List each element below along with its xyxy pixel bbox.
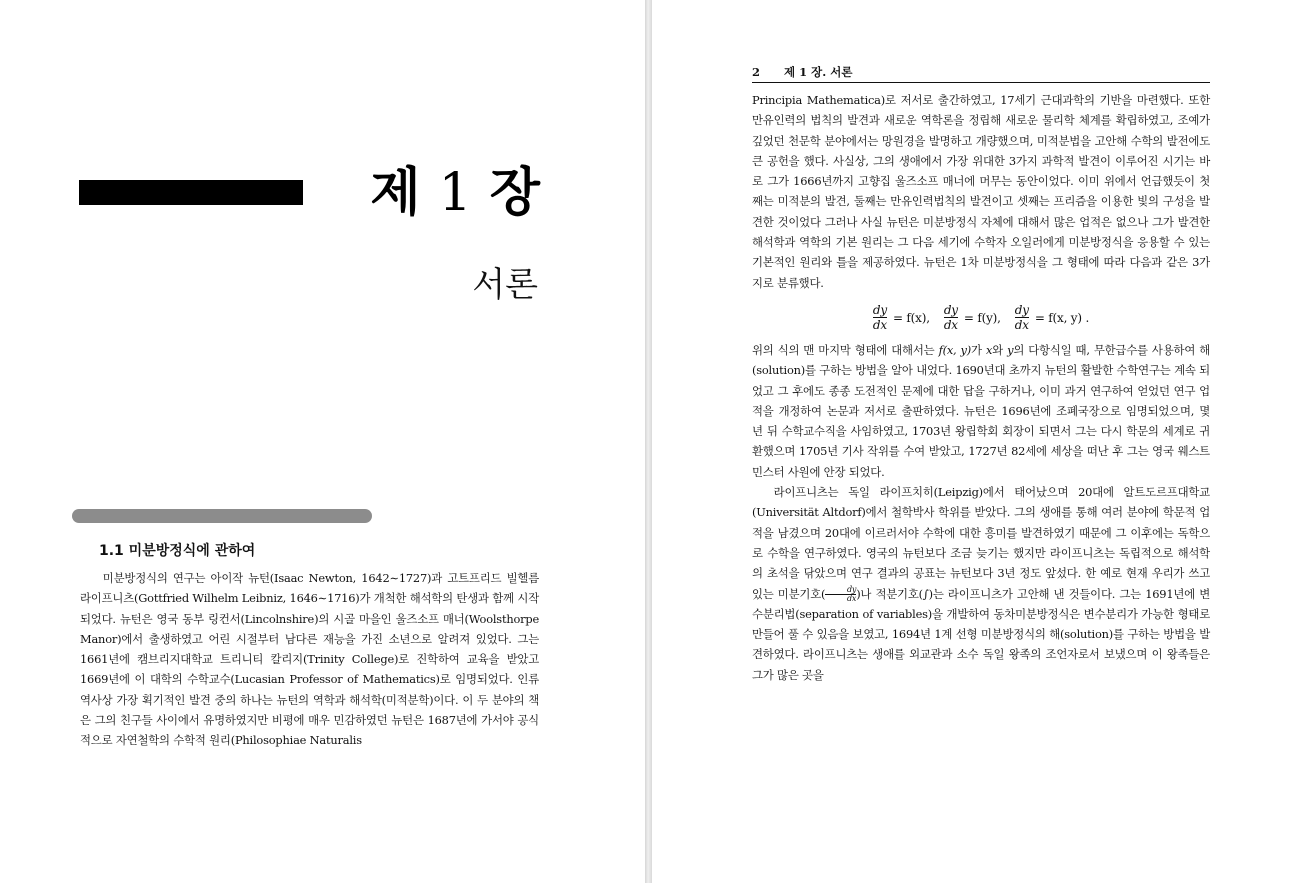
page-number: 2 (752, 65, 761, 79)
chapter-word: 장 (489, 163, 540, 223)
denominator: dx (943, 318, 958, 333)
inline-derivative: $\frac{dy}{dx}$ (825, 586, 856, 603)
derivative-fraction (873, 303, 887, 332)
chapter-decoration-bar (79, 180, 303, 205)
chapter-number: 1 (438, 163, 472, 223)
math-y: y (1007, 342, 1014, 357)
equation-term (873, 303, 930, 332)
chapter-heading (310, 162, 540, 224)
section-title: 1.1 미분방정식에 관하여 (99, 543, 256, 559)
paragraph: 위의 식의 맨 마지막 형태에 대해서는 f(x, y)가 x와 y의 다항식일 때, 무한급수를 사용하여 해(solution)를 구하는 방법을 알아 내었다. 1690년대 초까지 뉴턴의 활발한 수학연구는 계속 되었고 그 후에도 종종 도전적인 문제에 대한 답을 구하거나, 이미 과거 연구하여 얻었던 연구 업적을 개정하여 논문과 저서로 출판하였다. 뉴턴은 1696년에 조폐국장으로 임명되었으며, 몇 년 뒤 수학교수직을 사임하였고, 1703년 왕립학회 회장이 되면서 그는 다시 학문의 세계로 귀환했으며 1705년 기사 작위를 수여 받았고, 1727년 82세에 세상을 떠난 후 그는 영국 웨스트민스터 사원에 안장 되었다. (752, 342, 1211, 479)
numerator: dy (1014, 303, 1029, 318)
math-fxy: f(x, y) (938, 342, 972, 357)
running-header (752, 63, 1210, 83)
math-x: x (985, 342, 993, 357)
chapter-subtitle: 서론 (472, 265, 538, 305)
body-text-right (752, 90, 1210, 685)
equation (752, 296, 1210, 340)
derivative-fraction (944, 303, 958, 332)
numerator: dy (943, 303, 958, 318)
equation-rhs: = f(x), (892, 310, 930, 325)
equation-rhs: = f(y), (963, 310, 1001, 325)
equation-rhs: = f(x, y) . (1034, 310, 1090, 325)
equation-term (1015, 303, 1089, 332)
running-title: 제 1 장. 서론 (784, 65, 853, 79)
left-page (0, 0, 645, 883)
chapter-label: 제 (370, 163, 421, 223)
page-gutter (645, 0, 652, 883)
section-decoration-bar (72, 509, 372, 523)
paragraph: Principia Mathematica)로 저서로 출간하였고, 17세기 근대과학의 기반을 마련했다. 또한 만유인력의 법칙의 발견과 새로운 역학론을 정립해 새로운 물리학 체계를 확립하였고, 조예가 깊었던 천문학 분야에서는 망원경을 발명하고 개량했으며, 미적분법을 고안해 수학의 발전에도 큰 공헌을 했다. 사실상, 그의 생애에서 가장 위대한 3가지 과학적 발견이 이루어진 시기는 바로 그가 1666년까지 고향집 울즈소프 매너에 머무는 동안이었다. 이미 위에서 언급했듯이 첫째는 미적분의 발견, 둘째는 만유인력법칙의 발견이고 셋째는 프리즘을 이용한 빛의 구성을 발견한 것이었다 그러나 사실 뉴턴은 미분방정식 자체에 대해서 많은 업적은 없으나 그가 발견한 해석학과 역학의 기본 원리는 그 다음 세기에 수학자 오일러에게 미분방정식을 응용할 수 있는 기본적인 원리와 틀을 제공하였다. 뉴턴은 1차 미분방정식을 그 형태에 따라 다음과 같은 3가지로 분류했다. (752, 93, 1210, 290)
derivative-fraction (1015, 303, 1029, 332)
body-text: 미분방정식의 연구는 아이작 뉴턴(Isaac Newton, 1642∼1727)과 고트프리드 빌헬름 라이프니츠(Gottfried Wilhelm Leibniz, 1646∼1716)가 개척한 해석학의 탄생과 함께 시작되었다. 뉴턴은 영국 동부 링컨서(Lincolnshire)의 시골 마을인 울즈소프 매너(Woolsthorpe Manor)에서 출생하였고 어린 시절부터 남다른 재능을 가진 소년으로 알려져 있었다. 그는 1661년에 캠브리지대학교 트리니티 칼리지(Trinity College)로 진학하여 교육을 받았고 1669년에 이 대학의 수학교수(Lucasian Professor of Mathematics)로 임명되었다. 인류 역사상 가장 획기적인 발견 중의 하나는 뉴턴의 역학과 해석학(미적분학)이다. 이 두 분야의 책은 그의 친구들 사이에서 유명하였지만 비평에 매우 민감하였던 뉴턴은 1687년에 가서야 공식적으로 자연철학의 수학적 원리(Philosophiae Naturalis (80, 571, 539, 748)
paragraph: 라이프니츠는 독일 라이프치히(Leipzig)에서 태어났으며 20대에 알트도르프대학교(Universität Altdorf)에서 철학박사 학위를 받았다. 그의 생애를 통해 여러 분야에 학문적 업적을 남겼으며 20대에 이르러서야 수학에 대한 흥미를 발견하였기 때문에 그 이후에는 독학으로 수학을 연구하였다. 영국의 뉴턴보다 조금 늦기는 했지만 라이프니츠는 독립적으로 해석학의 초석을 닦았으며 연구 결과의 공표는 뉴턴보다 3년 정도 앞섰다. 한 예로 현재 우리가 쓰고 있는 미분기호( $\frac{dy}{dx}$ )나 적분기호(∫)는 라이프니츠가 고안해 낸 것들이다. 그는 1691년에 변수분리법(separation of variables)을 개발하여 동차미분방정식은 변수분리가 가능한 형태로 만들어 풀 수 있음을 보였고, 1694년 1계 선형 미분방정식의 해(solution)를 구하는 방법을 발견하였다. 라이프니츠는 생애를 외교관과 소수 독일 왕족의 조언자로서 보냈으며 이 왕족들은 그가 많은 곳을 (752, 485, 1210, 682)
denominator: dx (1014, 318, 1029, 333)
equation-term (944, 303, 1001, 332)
numerator: dy (872, 303, 887, 318)
right-page (652, 0, 1303, 883)
denominator: dx (872, 318, 887, 333)
